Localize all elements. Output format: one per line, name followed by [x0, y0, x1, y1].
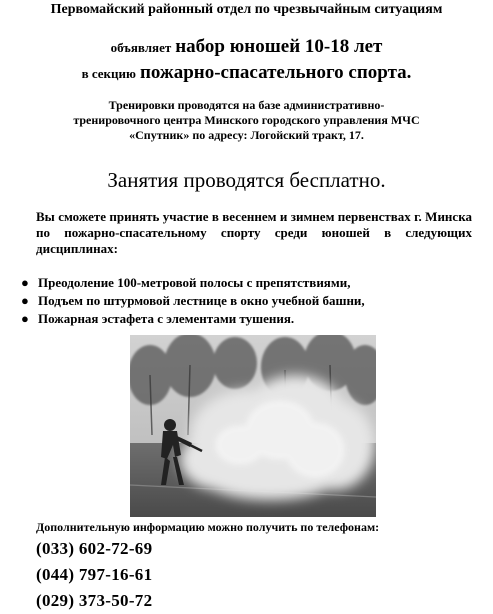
- bullet-icon: ●: [21, 275, 29, 290]
- participation-paragraph: Вы сможете принять участие в весеннем и зимнем первенствах г. Минска по пожарно-спасательному спорту среди юношей в следующих дисциплинах:: [36, 209, 472, 256]
- disciplines-list: [14, 274, 365, 328]
- discipline-text: Пожарная эстафета с элементами тушения.: [38, 311, 295, 326]
- contact-label: Дополнительную информацию можно получить по телефонам:: [36, 520, 380, 534]
- bullet-icon: ●: [21, 293, 29, 308]
- discipline-item: [14, 310, 365, 328]
- phone-number[interactable]: (033) 602-72-69: [36, 539, 153, 558]
- firefighter-photo: [130, 335, 376, 517]
- announce-line-2: [0, 62, 493, 84]
- phone-list: [36, 536, 152, 614]
- firefighter-smoke-illustration: [130, 335, 376, 517]
- discipline-item: [14, 292, 365, 310]
- announce-recruitment: набор юношей 10-18 лет: [175, 36, 383, 57]
- bullet-icon: ●: [21, 311, 29, 326]
- announce-section-prefix: в секцию: [81, 66, 136, 81]
- discipline-text: Преодоление 100-метровой полосы с препятствиями,: [38, 275, 351, 290]
- free-notice: Занятия проводятся бесплатно.: [107, 168, 386, 192]
- training-info-line: «Спутник» по адресу: Логойский тракт, 17.: [129, 128, 364, 142]
- phone-number[interactable]: (044) 797-16-61: [36, 565, 153, 584]
- phone-number[interactable]: (029) 373-50-72: [36, 591, 153, 610]
- training-info: [0, 98, 493, 143]
- training-info-line: тренировочного центра Минского городского управления МЧС: [73, 113, 420, 127]
- discipline-item: [14, 274, 365, 292]
- announce-sport: пожарно-спасательного спорта.: [139, 62, 412, 83]
- header-title: Первомайский районный отдел по чрезвычайным ситуациям: [50, 2, 443, 17]
- announce-verb: объявляет: [110, 40, 172, 55]
- announce-line-1: [0, 36, 493, 58]
- discipline-text: Подъем по штурмовой лестнице в окно учебной башни,: [38, 293, 365, 308]
- training-info-line: Тренировки проводятся на базе административно-: [108, 98, 385, 112]
